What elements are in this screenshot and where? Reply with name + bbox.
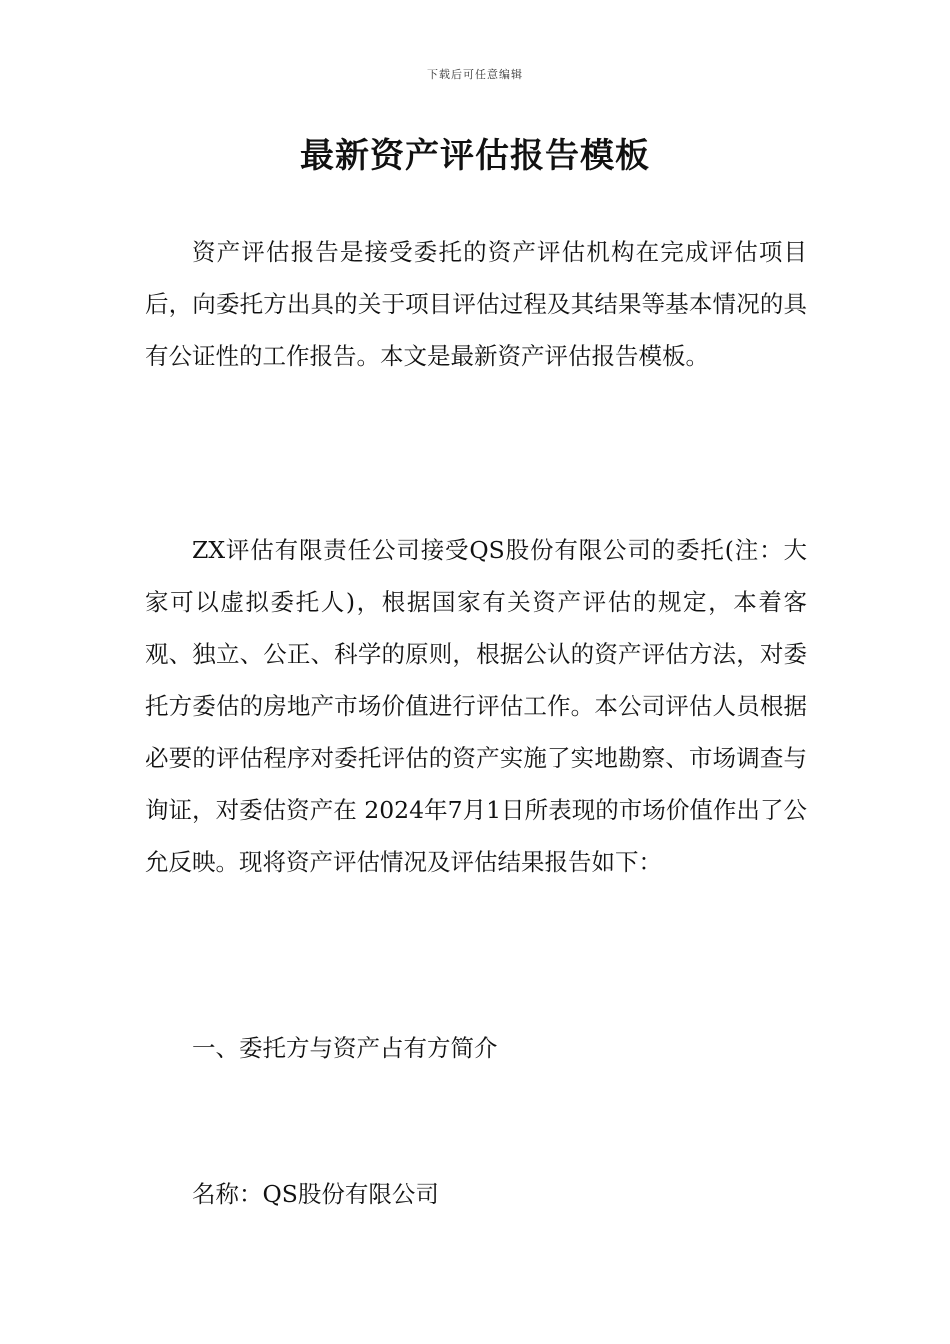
body-paragraph: ZX评估有限责任公司接受QS股份有限公司的委托(注：大家可以虚拟委托人)，根据国家有关资产评估的规定，本着客观、独立、公正、科学的原则，根据公认的资产评估方法，对委托方委估的房地产市场价值进行评估工作。本公司评估人员根据必要的评估程序对委托评估的资产实施了实地勘察、市场调查与询证，对委估资产在 2024年7月1日所表现的市场价值作出了公允反映。现将资产评估情况及评估结果报告如下： [145,536,807,876]
page-header-note: 下载后可任意编辑 [427,68,523,81]
section-heading: 一、委托方与资产占有方简介 [192,1034,498,1062]
document-title: 最新资产评估报告模板 [300,136,650,176]
client-name-line: 名称：QS股份有限公司 [192,1180,439,1208]
intro-paragraph: 资产评估报告是接受委托的资产评估机构在完成评估项目后，向委托方出具的关于项目评估过程及其结果等基本情况的具有公证性的工作报告。本文是最新资产评估报告模板。 [145,238,807,370]
